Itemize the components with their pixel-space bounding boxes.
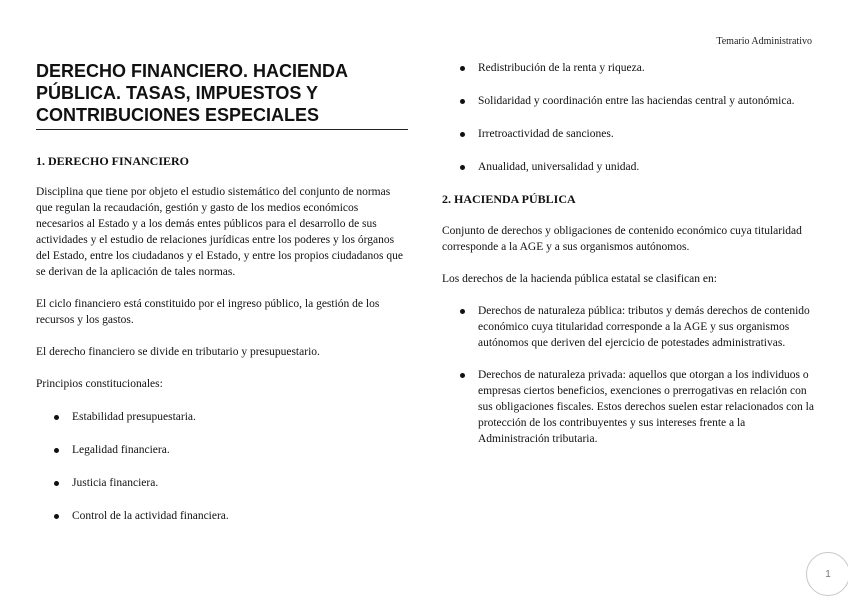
- list-item: Anualidad, universalidad y unidad.: [442, 159, 814, 175]
- list-item: Legalidad financiera.: [36, 442, 408, 458]
- right-column: [442, 60, 814, 447]
- principles-list: [36, 409, 408, 524]
- list-item: Derechos de naturaleza pública: tributos y demás derechos de contenido económico cuya titularidad corresponde a la AGE y sus organismos autónomos que deriven del ejercicio de potestades administrativas.: [442, 303, 814, 351]
- title-line-1: DERECHO FINANCIERO. HACIENDA: [36, 61, 349, 81]
- paragraph-definicion: Disciplina que tiene por objeto el estudio sistemático del conjunto de normas que regulan la recaudación, gestión y gasto de los medios económicos necesarios al Estado y a los demás entes públicos para el desarrollo de sus actividades y el estudio de relaciones jurídicas entre los poderes y los órganos del Estado, entre los ciudadanos y el Estado, y entre los propios ciudadanos que se derivan de la aplicación de tales normas.: [36, 186, 403, 278]
- paragraph-ciclo-financiero: El ciclo financiero está constituido por el ingreso público, la gestión de los recursos y los gastos.: [36, 298, 380, 326]
- list-item: Estabilidad presupuestaria.: [36, 409, 408, 425]
- list-item: Justicia financiera.: [36, 475, 408, 491]
- paragraph-principios: Principios constitucionales:: [36, 378, 163, 390]
- page-number-badge: [806, 552, 848, 596]
- list-item: Irretroactividad de sanciones.: [442, 126, 814, 142]
- paragraph-division: El derecho financiero se divide en tributario y presupuestario.: [36, 346, 320, 358]
- principles-list-continued: [442, 60, 814, 175]
- paragraph-clasificacion: Los derechos de la hacienda pública estatal se clasifican en:: [442, 273, 717, 285]
- left-column: [36, 60, 408, 524]
- page-title: [36, 60, 408, 130]
- list-item: Control de la actividad financiera.: [36, 508, 408, 524]
- page-number: 1: [825, 568, 831, 580]
- title-line-2: PÚBLICA. TASAS, IMPUESTOS Y: [36, 83, 319, 103]
- running-header: Temario Administrativo: [716, 36, 812, 47]
- list-item: Solidaridad y coordinación entre las haciendas central y autonómica.: [442, 93, 814, 109]
- section-heading-derecho-financiero: 1. DERECHO FINANCIERO: [36, 154, 190, 168]
- list-item: Derechos de naturaleza privada: aquellos que otorgan a los individuos o empresas ciertos beneficios, exenciones o prerrogativas en relación con sus obligaciones fiscales. Estos derechos suelen estar relacionados con la protección de los contribuyentes y sus intereses frente a la Administración tributaria.: [442, 367, 814, 447]
- section-heading-hacienda-publica: 2. HACIENDA PÚBLICA: [442, 192, 576, 206]
- title-line-3: CONTRIBUCIONES ESPECIALES: [36, 105, 320, 125]
- paragraph-hacienda-definicion: Conjunto de derechos y obligaciones de contenido económico cuya titularidad corresponde a la AGE y a sus organismos autónomos.: [442, 225, 802, 253]
- list-item: Redistribución de la renta y riqueza.: [442, 60, 814, 76]
- derechos-list: [442, 303, 814, 447]
